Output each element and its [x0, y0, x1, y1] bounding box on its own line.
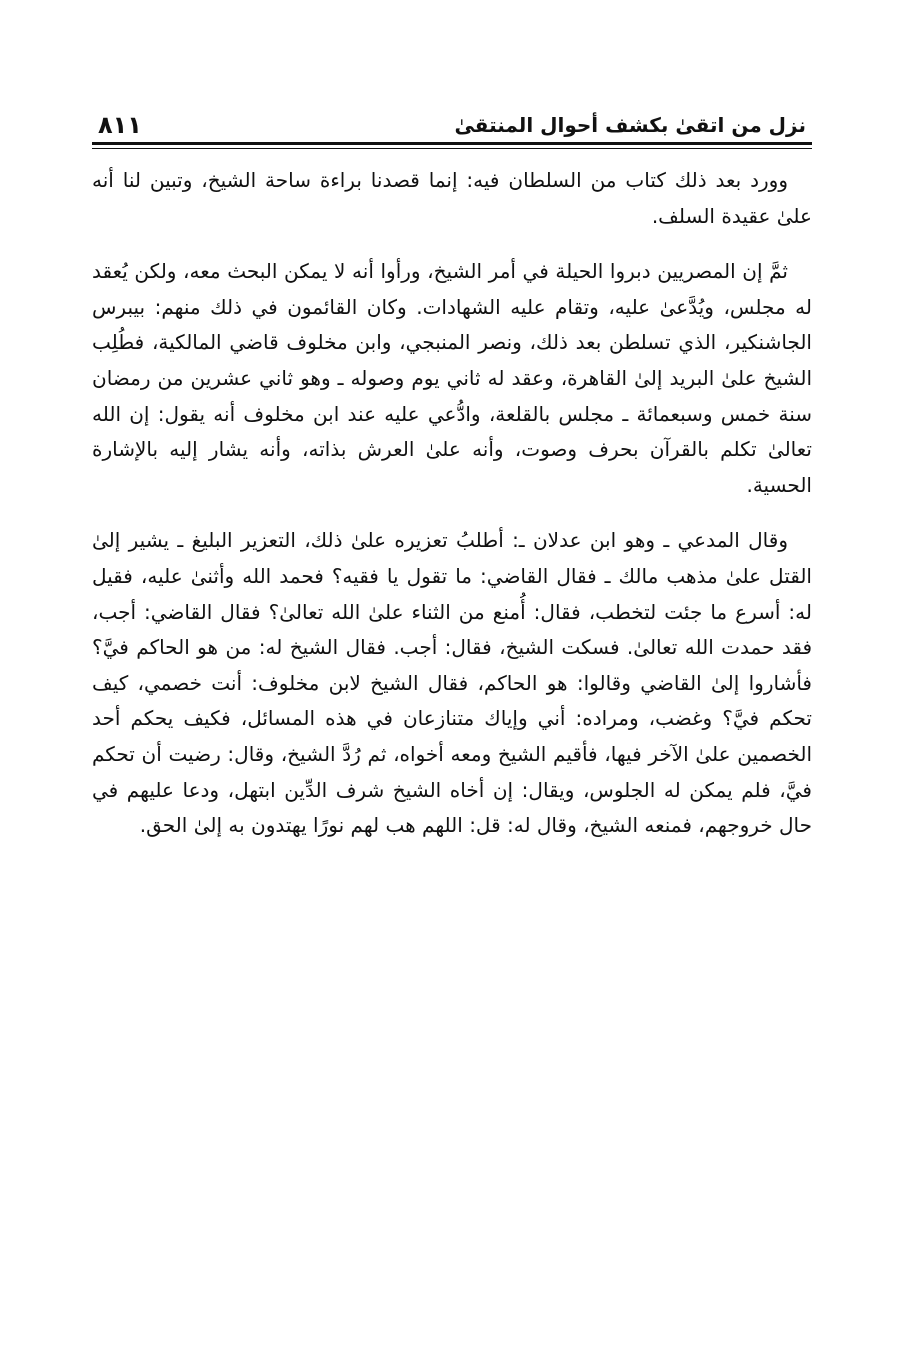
page-header	[92, 100, 812, 140]
paragraph-3: وقال المدعي ـ وهو ابن عدلان ـ: أطلبُ تعزيره علىٰ ذلك، التعزير البليغ ـ يشير إلىٰ القتل علىٰ مذهب مالك ـ فقال القاضي: ما تقول يا فقيه؟ فحمد الله وأثنىٰ عليه، فقيل له: أسرع ما جئت لتخطب، فقال: أُمنع من الثناء علىٰ الله تعالىٰ؟ فقال القاضي: أجب، فقد حمدت الله تعالىٰ. فسكت الشيخ، فقال: أجب. فقال الشيخ له: من هو الحاكم فيَّ؟ فأشاروا إلىٰ القاضي وقالوا: هو الحاكم، فقال الشيخ لابن مخلوف: أنت خصمي، كيف تحكم فيَّ؟ وغضب، ومراده: أني وإياك متنازعان في هذه المسائل، فكيف يحكم أحد الخصمين علىٰ الآخر فيها، فأقيم الشيخ ومعه أخواه، ثم رُدَّ الشيخ، وقال: رضيت أن تحكم فيَّ، فلم يمكن له الجلوس، ويقال: إن أخاه الشيخ شرف الدِّين ابتهل، ودعا عليهم في حال خروجهم، فمنعه الشيخ، وقال له: قل: اللهم هب لهم نورًا يهتدون به إلىٰ الحق.	[92, 528, 812, 838]
page-number: ٨١١	[98, 111, 142, 139]
book-page	[92, 100, 812, 844]
header-rule-thin	[92, 148, 812, 149]
paragraph-2: ثمَّ إن المصريين دبروا الحيلة في أمر الشيخ، ورأوا أنه لا يمكن البحث معه، ولكن يُعقد له مجلس، ويُدَّعىٰ عليه، وتقام عليه الشهادات. وكان القائمون في ذلك منهم: بيبرس الجاشنكير، الذي تسلطن بعد ذلك، ونصر المنبجي، وابن مخلوف قاضي المالكية، فطُلِب الشيخ علىٰ البريد إلىٰ القاهرة، وعقد له ثاني يوم وصوله ـ وهو ثاني عشرين من رمضان سنة خمس وسبعمائة ـ مجلس بالقلعة، وادُّعي عليه عند ابن مخلوف أنه يقول: إن الله تعالىٰ تكلم بالقرآن بحرف وصوت، وأنه علىٰ العرش بذاته، وأنه يشار إليه بالإشارة الحسية.	[92, 259, 812, 497]
header-rule-thick	[92, 142, 812, 145]
running-title: نزل من اتقىٰ بكشف أحوال المنتقىٰ	[454, 113, 806, 137]
paragraph-1: وورد بعد ذلك كتاب من السلطان فيه: إنما قصدنا براءة ساحة الشيخ، وتبين لنا أنه علىٰ عقيدة السلف.	[92, 168, 812, 228]
body-text	[92, 163, 812, 844]
